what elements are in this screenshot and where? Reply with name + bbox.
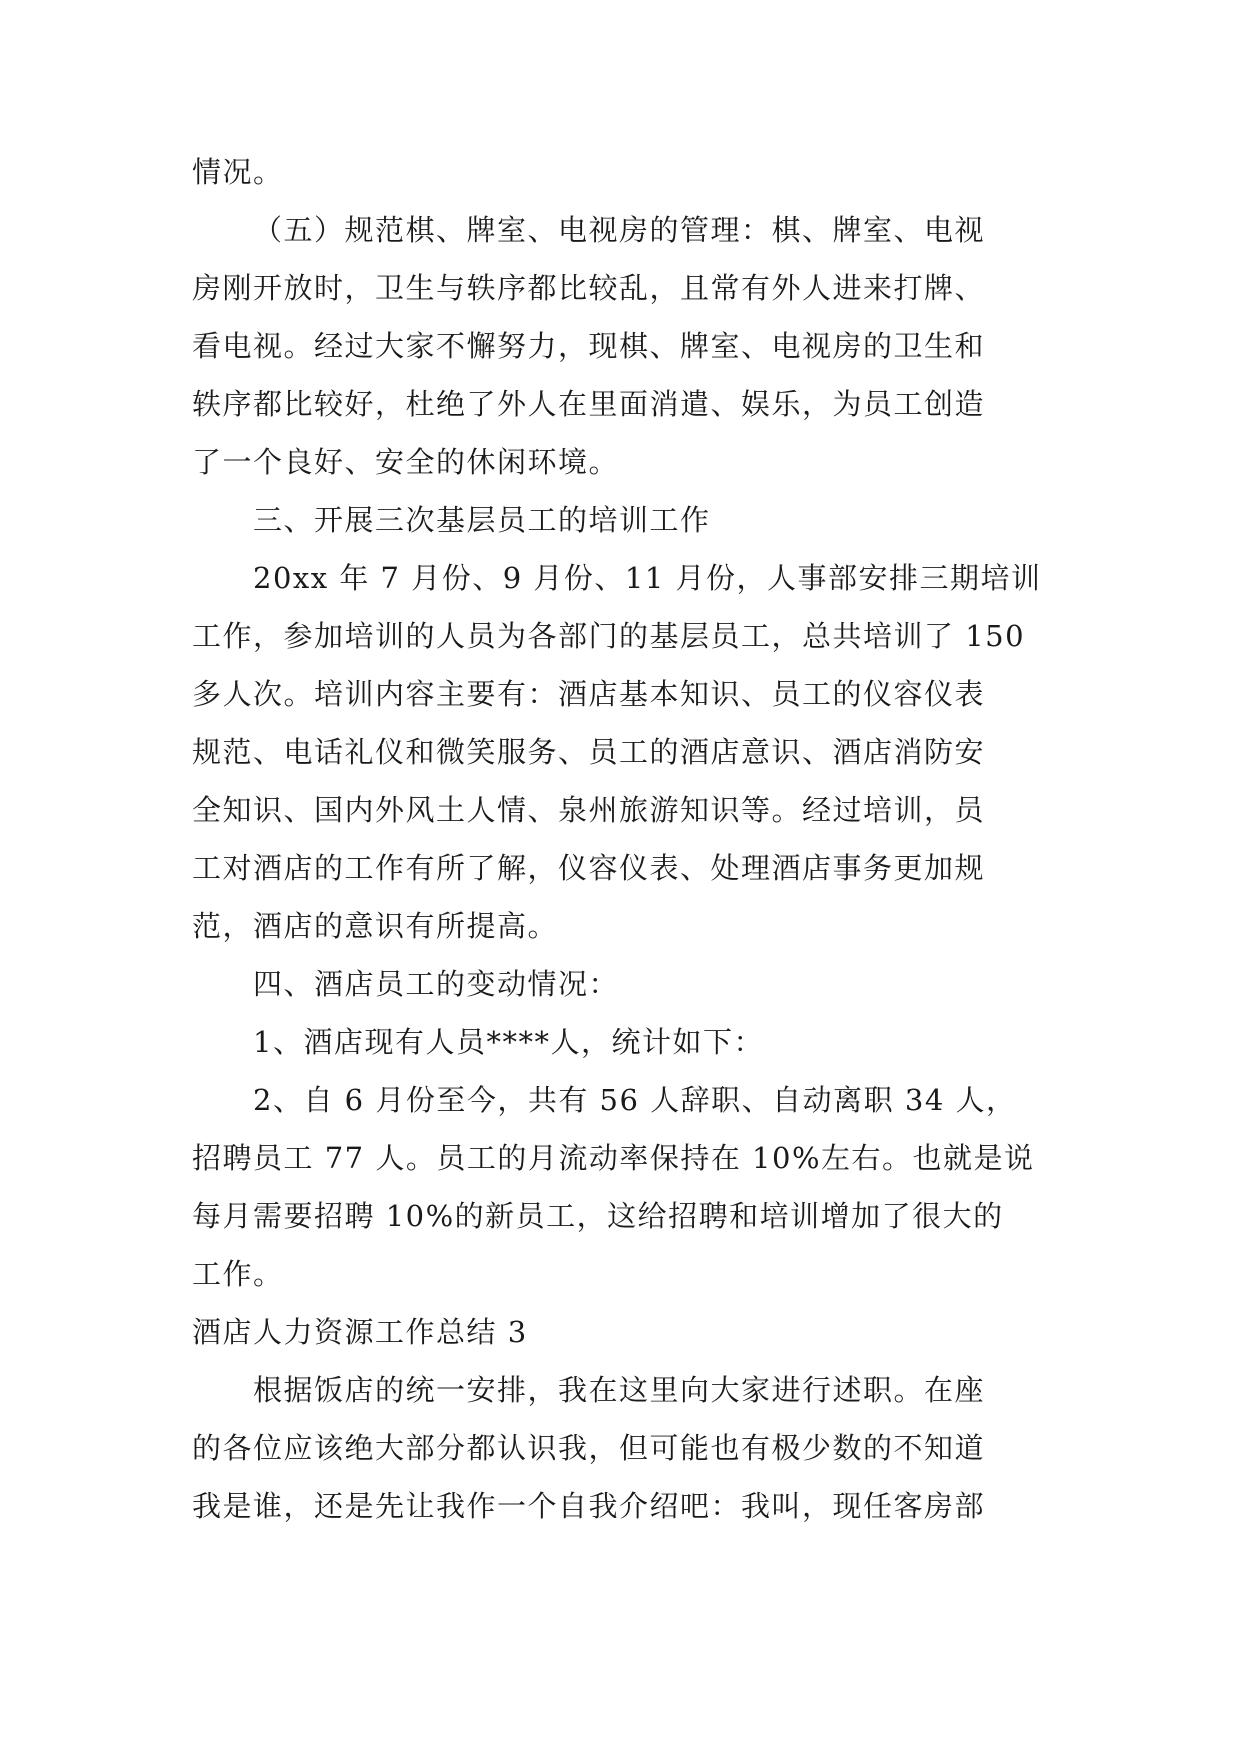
section-heading: 四、酒店员工的变动情况：: [253, 967, 620, 1001]
text-line: 1、酒店现有人员****人，统计如下：: [253, 1025, 764, 1059]
section-heading: 三、开展三次基层员工的培训工作: [253, 503, 711, 537]
text-line: 工作。: [192, 1257, 284, 1291]
text-line: 全知识、国内外风土人情、泉州旅游知识等。经过培训，员: [192, 793, 986, 827]
text-line: 工作，参加培训的人员为各部门的基层员工，总共培训了 150: [192, 619, 1026, 653]
text-line: 情况。: [192, 155, 284, 189]
text-line: 根据饭店的统一安排，我在这里向大家进行述职。在座: [253, 1373, 986, 1407]
text-line: 看电视。经过大家不懈努力，现棋、牌室、电视房的卫生和: [192, 329, 986, 363]
text-line: 了一个良好、安全的休闲环境。: [192, 445, 620, 479]
text-line: 工对酒店的工作有所了解，仪容仪表、处理酒店事务更加规: [192, 851, 986, 885]
text-line: 20xx 年 7 月份、9 月份、11 月份，人事部安排三期培训: [253, 561, 1042, 595]
text-line: （五）规范棋、牌室、电视房的管理：棋、牌室、电视: [253, 213, 986, 247]
text-line: 2、自 6 月份至今，共有 56 人辞职、自动离职 34 人，: [253, 1083, 1017, 1117]
text-line: 每月需要招聘 10%的新员工，这给招聘和培训增加了很大的: [192, 1199, 1004, 1233]
text-line: 的各位应该绝大部分都认识我，但可能也有极少数的不知道: [192, 1431, 986, 1465]
text-line: 房刚开放时，卫生与轶序都比较乱，且常有外人进来打牌、: [192, 271, 986, 305]
text-line: 多人次。培训内容主要有：酒店基本知识、员工的仪容仪表: [192, 677, 986, 711]
text-line: 规范、电话礼仪和微笑服务、员工的酒店意识、酒店消防安: [192, 735, 986, 769]
text-line: 招聘员工 77 人。员工的月流动率保持在 10%左右。也就是说: [192, 1141, 1035, 1175]
text-line: 范，酒店的意识有所提高。: [192, 909, 559, 943]
text-line: 轶序都比较好，杜绝了外人在里面消遣、娱乐，为员工创造: [192, 387, 986, 421]
document-title: 酒店人力资源工作总结 3: [192, 1315, 528, 1349]
text-line: 我是谁，还是先让我作一个自我介绍吧：我叫，现任客房部: [192, 1489, 986, 1523]
